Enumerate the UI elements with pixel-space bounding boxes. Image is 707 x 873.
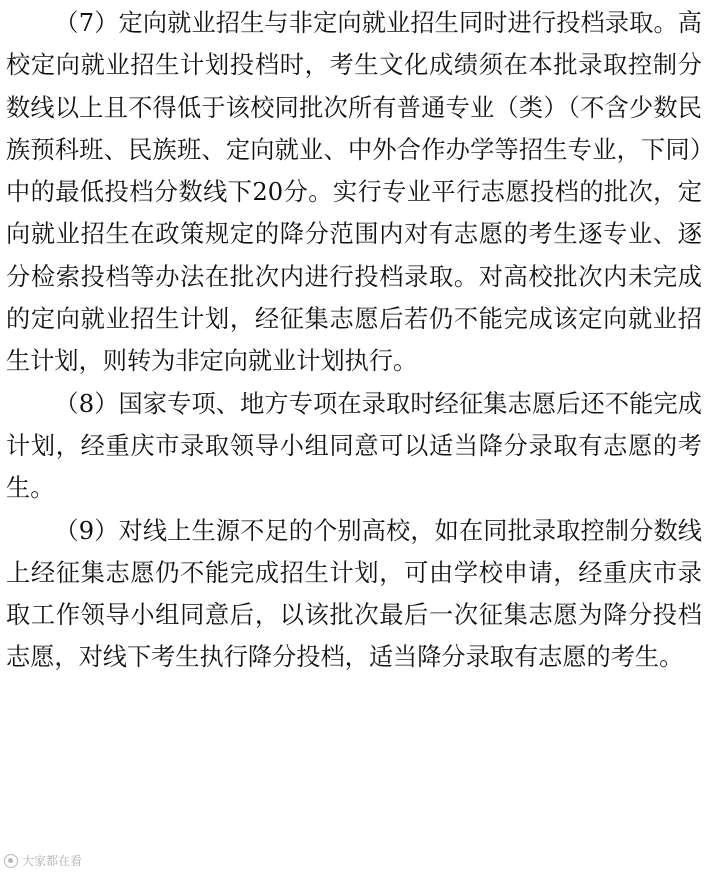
watermark [4,852,82,869]
paragraph-8: （8）国家专项、地方专项在录取时经征集志愿后还不能完成计划，经重庆市录取领导小组同意可以适当降分录取有志愿的考生。 [6,389,702,503]
watermark-logo-icon [4,854,18,868]
watermark-text: 大家都在看 [22,854,83,868]
document-body [6,2,702,679]
paragraph-7: （7）定向就业招生与非定向就业招生同时进行投档录取。高校定向就业招生计划投档时，考生文化成绩须在本批录取控制分数线以上且不得低于该校同批次所有普通专业（类）（不含少数民族预科班、民族班、定向就业、中外合作办学等招生专业，下同）中的最低投档分数线下20分。实行专业平行志愿投档的批次，定向就业招生在政策规定的降分范围内对有志愿的考生逐专业、逐分检索投档等办法在批次内进行投档录取。对高校批次内未完成的定向就业招生计划，经征集志愿后若仍不能完成该定向就业招生计划，则转为非定向就业计划执行。 [6,9,702,376]
paragraph-9: （9）对线上生源不足的个别高校，如在同批录取控制分数线上经征集志愿仍不能完成招生计划，可由学校申请，经重庆市录取工作领导小组同意后，以该批次最后一次征集志愿为降分投档志愿，对线下考生执行降分投档，适当降分录取有志愿的考生。 [6,516,702,672]
